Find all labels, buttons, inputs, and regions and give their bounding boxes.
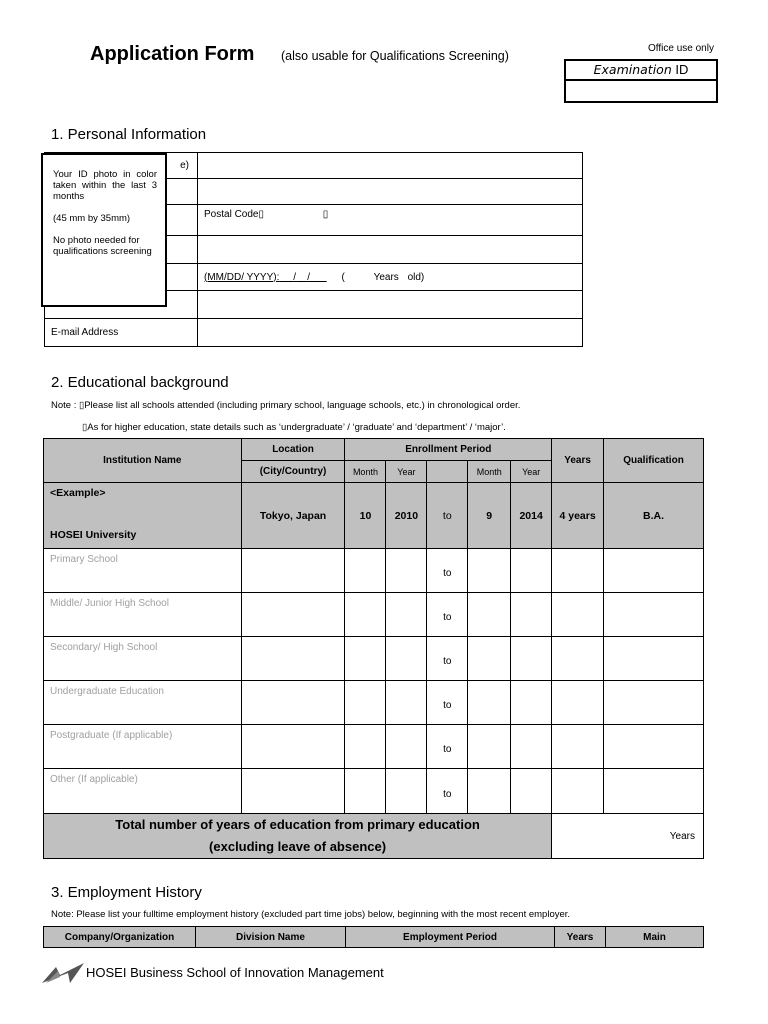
table-row: Middle/ Junior High School to: [44, 593, 704, 637]
examination-id-field[interactable]: [566, 81, 716, 103]
examination-id-box: [564, 59, 718, 103]
enrollment-header: Enrollment Period: [345, 439, 552, 461]
start-month-header: Month: [345, 461, 386, 483]
name-label: e): [45, 153, 198, 179]
qualification-header: Qualification: [604, 439, 704, 483]
company-header: Company/Organization: [44, 927, 196, 948]
field-input[interactable]: [198, 291, 583, 319]
employment-table: [43, 926, 704, 948]
example-row: <Example> HOSEI University Tokyo, Japan 10 2010 to 9 2014 4 years B.A.: [44, 483, 704, 549]
postal-code-label: Postal Code▯: [204, 209, 264, 220]
employment-heading: 3. Employment History: [51, 884, 202, 901]
end-month-header: Month: [468, 461, 511, 483]
education-table: [43, 438, 704, 859]
employment-note: Note: Please list your fulltime employment history (excluded part time jobs) below, beginning with the most recent employer.: [51, 909, 571, 920]
institution-header: Institution Name: [44, 439, 242, 483]
to-header: [427, 461, 468, 483]
start-year-header: Year: [386, 461, 427, 483]
dob-field[interactable]: (MM/DD/ YYYY): / / ( Years old): [198, 264, 583, 291]
personal-info-heading: 1. Personal Information: [51, 126, 207, 143]
years-header: Years: [552, 439, 604, 483]
address-field[interactable]: Postal Code▯ ▯: [198, 205, 583, 236]
location-header: Location: [241, 439, 345, 461]
period-header: Employment Period: [346, 927, 555, 948]
table-row: Other (If applicable) to: [44, 769, 704, 814]
row-label[interactable]: Undergraduate Education: [44, 681, 242, 725]
row-label[interactable]: Primary School: [44, 549, 242, 593]
education-heading: 2. Educational background: [51, 374, 229, 391]
row-label[interactable]: Postgraduate (If applicable): [44, 725, 242, 769]
total-row: [44, 814, 704, 859]
total-years-field[interactable]: Years: [552, 814, 704, 859]
education-note-1: Note : ▯Please list all schools attended (including primary school, language schools, etc.) in chronological order.: [51, 400, 521, 411]
field-input[interactable]: [198, 179, 583, 205]
end-year-header: Year: [511, 461, 552, 483]
main-header: Main: [606, 927, 704, 948]
page-subtitle: (also usable for Qualifications Screening): [281, 49, 509, 63]
division-header: Division Name: [196, 927, 346, 948]
table-row: Secondary/ High School to: [44, 637, 704, 681]
table-row: Primary School to: [44, 549, 704, 593]
hosei-logo-icon: [42, 961, 86, 990]
table-row: Postgraduate (If applicable) to: [44, 725, 704, 769]
email-label: E-mail Address: [45, 319, 198, 347]
footer-text: HOSEI Business School of Innovation Management: [86, 965, 384, 980]
email-field[interactable]: [198, 319, 583, 347]
field-input[interactable]: [198, 236, 583, 264]
total-label: Total number of years of education from primary education (excluding leave of absence): [44, 814, 552, 859]
examination-id-label: Examination ID: [566, 61, 716, 81]
table-row: Undergraduate Education to: [44, 681, 704, 725]
row-label[interactable]: Other (If applicable): [44, 769, 242, 814]
id-photo-box[interactable]: Your ID photo in color taken within the last 3 months (45 mm by 35mm) No photo needed for qualifications screening: [41, 153, 167, 307]
education-note-2: ▯As for higher education, state details such as ‘undergraduate’ / ‘graduate’ and ‘department’ / ‘major’.: [82, 422, 506, 433]
name-field[interactable]: [198, 153, 583, 179]
page-title: Application Form: [90, 43, 255, 65]
location-sub-header: (City/Country): [241, 461, 345, 483]
years-header: Years: [555, 927, 606, 948]
office-use-label: Office use only: [648, 43, 714, 54]
row-label[interactable]: Middle/ Junior High School: [44, 593, 242, 637]
row-label[interactable]: Secondary/ High School: [44, 637, 242, 681]
